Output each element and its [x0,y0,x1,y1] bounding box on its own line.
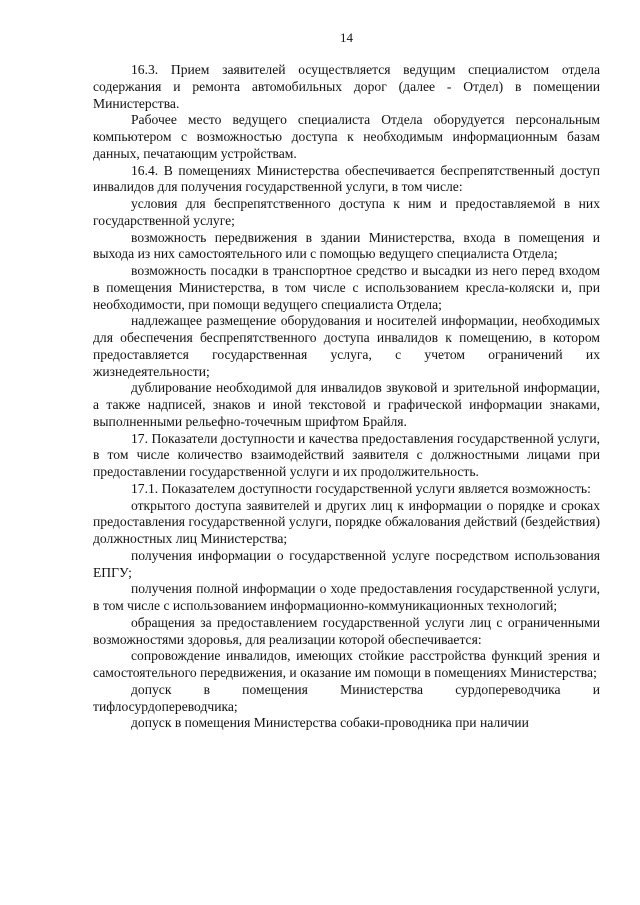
list-item-epgu-info: получения информации о государственной услуге посредством использования ЕПГУ; [93,547,600,580]
list-item-information-duplication: дублирование необходимой для инвалидов звуковой и зрительной информации, а также надписей, знаков и иной текстовой и графической информации знаками, выполненными рельефно-точечным шрифтом Брайля. [93,380,600,429]
list-item-open-access: открытого доступа заявителей и других лиц к информации о порядке и сроках предоставления государственной услуги, порядке обжалования действий (бездействия) должностных лиц Министерства; [93,497,600,546]
list-item-access-conditions: условия для беспрепятственного доступа к ним и предоставляемой в них государственной услуге; [93,196,600,228]
document-body [93,62,600,732]
paragraph-workplace: Рабочее место ведущего специалиста Отдела оборудуется персональным компьютером с возможностью доступа к необходимым информационным базам данных, печатающим устройствам. [93,112,600,161]
paragraph-17-1: 17.1. Показателем доступности государственной услуги является возможность: [131,480,591,496]
paragraph-17: 17. Показатели доступности и качества предоставления государственной услуги, в том числе количество взаимодействий заявителя с должностными лицами при предоставлении государственной услуги и их продолжительность. [93,430,600,479]
list-item-escort: сопровождение инвалидов, имеющих стойкие расстройства функций зрения и самостоятельного передвижения, и оказание им помощи в помещениях Министерства; [93,648,600,680]
list-item-movement: возможность передвижения в здании Министерства, входа в помещения и выхода из них самостоятельного или с помощью ведущего специалиста Отдела; [93,229,600,262]
paragraph-16-4: 16.4. В помещениях Министерства обеспечивается беспрепятственный доступ инвалидов для получения государственной услуги, в том числе: [93,162,600,195]
list-item-vehicle-boarding: возможность посадки в транспортное средство и высадки из него перед входом в помещения Министерства, в том числе с использованием кресла-коляски и, при необходимости, при помощи ведущего специалиста Отдела; [93,263,600,312]
list-item-equipment-placement: надлежащее размещение оборудования и носителей информации, необходимых для обеспечения беспрепятственного доступа инвалидов к помещению, в котором предоставляется государственная услуга, с учетом ограничений их жизнедеятельности; [93,313,600,379]
list-item-disabled-applicants: обращения за предоставлением государственной услуги лиц с ограниченными возможностями здоровья, для реализации которой обеспечивается: [93,614,600,647]
paragraph-16-3: 16.3. Прием заявителей осуществляется ведущим специалистом отдела содержания и ремонта автомобильных дорог (далее - Отдел) в помещении Министерства. [93,62,600,111]
page-number: 14 [340,30,353,45]
list-item-guide-dog-admission: допуск в помещения Министерства собаки-проводника при наличии [131,715,529,731]
list-item-progress-info: получения полной информации о ходе предоставления государственной услуги, в том числе с использованием информационно-коммуникационных технологий; [93,581,600,613]
list-item-interpreter-admission: допуск в помещения Министерства сурдопереводчика и тифлосурдопереводчика; [93,681,600,714]
